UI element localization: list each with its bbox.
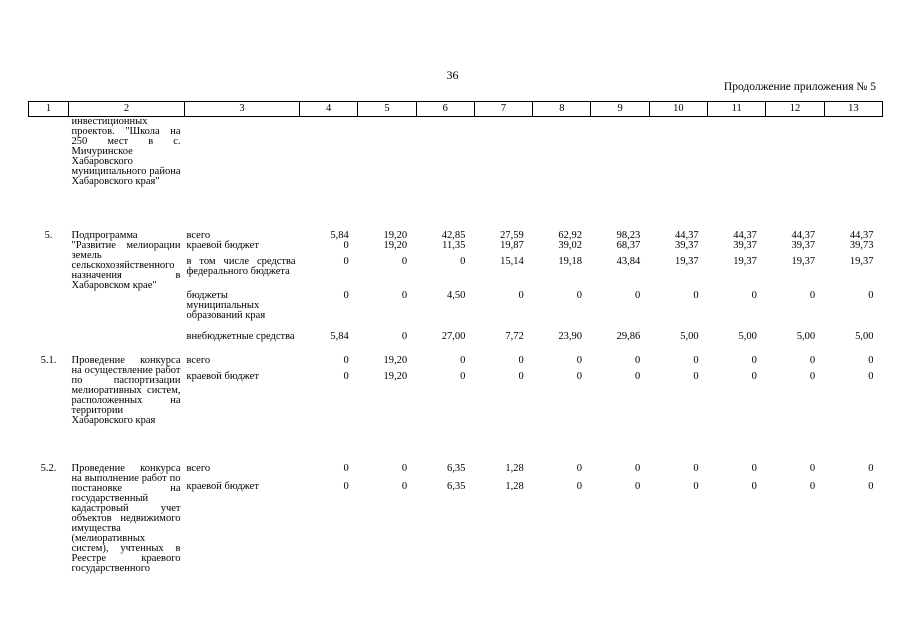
amount-cell: 0	[576, 462, 582, 474]
amount-cell: 5,00	[855, 330, 874, 342]
amount-cell: 39,73	[849, 239, 874, 251]
column-header: 7	[474, 102, 532, 117]
amount-cell: 0	[809, 289, 816, 301]
amount-cell: 19,37	[733, 255, 757, 267]
amount-cell: 4,50	[447, 289, 466, 301]
amount-cell: 0	[635, 354, 641, 366]
amount-cell: 0	[868, 354, 874, 366]
amount-cell: 0	[518, 354, 524, 366]
item-number: 5.2.	[40, 462, 57, 474]
amount-cell: 5,00	[738, 330, 757, 342]
amount-cell: 0	[809, 354, 816, 366]
table-row	[29, 217, 883, 241]
amount-cell: 0	[401, 289, 408, 301]
amount-cell: 1,28	[505, 480, 524, 492]
empty-cell	[185, 117, 883, 217]
funding-source: внебюджетные средства	[186, 330, 295, 342]
funding-source: всего	[186, 354, 211, 366]
continuation-label: Продолжение приложения № 5	[723, 81, 876, 93]
column-header: 9	[591, 102, 649, 117]
amount-cell: 44,37	[674, 229, 699, 241]
amount-cell: 0	[635, 370, 641, 382]
funding-source: краевой бюджет	[186, 239, 259, 251]
amount-cell: 0	[576, 480, 582, 492]
amount-cell: 6,35	[447, 480, 466, 492]
budget-table-body	[29, 117, 883, 592]
amount-cell: 0	[343, 239, 349, 251]
amount-cell: 29,86	[616, 330, 641, 342]
amount-cell: 0	[343, 462, 349, 474]
amount-cell: 0	[751, 289, 757, 301]
item-number: 5.	[44, 229, 53, 241]
amount-cell: 19,20	[383, 229, 408, 241]
amount-cell: 11,35	[442, 239, 466, 251]
amount-cell: 0	[343, 480, 349, 492]
amount-cell: 0	[693, 480, 699, 492]
amount-cell: 0	[751, 354, 757, 366]
column-number-row	[29, 102, 883, 117]
amount-cell: 0	[809, 370, 816, 382]
column-header: 12	[766, 102, 824, 117]
amount-cell: 39,37	[791, 239, 816, 251]
amount-cell: 0	[460, 370, 466, 382]
amount-cell: 0	[343, 370, 349, 382]
amount-cell: 5,00	[680, 330, 699, 342]
amount-cell: 27,00	[441, 330, 466, 342]
column-header: 10	[649, 102, 707, 117]
column-header: 6	[416, 102, 474, 117]
column-header: 2	[69, 102, 185, 117]
amount-cell: 5,84	[330, 229, 349, 241]
amount-cell: 6,35	[447, 462, 466, 474]
amount-cell: 0	[868, 370, 874, 382]
amount-cell: 19,37	[791, 255, 816, 267]
amount-cell: 19,37	[674, 255, 699, 267]
column-header: 3	[185, 102, 300, 117]
funding-source: краевой бюджет	[186, 370, 259, 382]
amount-cell: 19,20	[383, 354, 408, 366]
amount-cell: 5,84	[330, 330, 349, 342]
amount-cell: 0	[576, 354, 582, 366]
funding-source: в том числе средства федерального бюджета	[186, 255, 296, 277]
amount-cell: 0	[868, 480, 874, 492]
amount-cell: 0	[693, 354, 699, 366]
amount-cell: 44,37	[791, 229, 816, 241]
amount-cell: 39,02	[558, 239, 582, 251]
amount-cell: 0	[401, 255, 408, 267]
amount-cell: 68,37	[616, 239, 641, 251]
amount-cell: 98,23	[616, 229, 641, 241]
amount-cell: 19,87	[500, 239, 524, 251]
amount-cell: 39,37	[674, 239, 699, 251]
amount-cell: 0	[460, 354, 466, 366]
column-header: 8	[533, 102, 591, 117]
item-number: 5.1.	[40, 354, 57, 366]
funding-source: бюджеты муниципальных образований края	[186, 289, 266, 321]
amount-cell: 0	[751, 480, 757, 492]
amount-cell: 0	[401, 480, 408, 492]
funding-source: всего	[186, 462, 211, 474]
amount-cell: 0	[751, 462, 757, 474]
amount-cell: 19,20	[383, 370, 408, 382]
column-header: 13	[824, 102, 882, 117]
amount-cell: 0	[576, 289, 582, 301]
table-row	[29, 356, 883, 372]
amount-cell: 19,20	[383, 239, 408, 251]
column-header: 4	[300, 102, 358, 117]
amount-cell: 15,14	[500, 255, 524, 267]
column-header: 1	[29, 102, 69, 117]
amount-cell: 62,92	[558, 229, 582, 241]
amount-cell: 23,90	[558, 330, 582, 342]
amount-cell: 44,37	[733, 229, 757, 241]
amount-cell: 0	[576, 370, 582, 382]
column-header: 5	[358, 102, 416, 117]
amount-cell: 0	[693, 289, 699, 301]
amount-cell: 0	[460, 255, 466, 267]
amount-cell: 43,84	[616, 255, 641, 267]
amount-cell: 0	[693, 370, 699, 382]
amount-cell: 1,28	[505, 462, 524, 474]
amount-cell: 0	[635, 480, 641, 492]
amount-cell: 44,37	[849, 229, 874, 241]
amount-cell: 7,72	[505, 330, 524, 342]
amount-cell: 5,00	[796, 330, 816, 342]
amount-cell: 19,18	[558, 255, 582, 267]
item-number	[29, 117, 69, 217]
amount-cell: 0	[518, 289, 524, 301]
amount-cell: 0	[635, 462, 641, 474]
amount-cell: 0	[868, 462, 874, 474]
amount-cell: 0	[343, 354, 349, 366]
amount-cell: 0	[868, 289, 874, 301]
amount-cell: 42,85	[441, 229, 466, 241]
item-name: инвестиционных проектов. "Школа на 250 мест в с. Мичуринское Хабаровского муниципального района Хабаровского края"	[71, 116, 181, 187]
column-header: 11	[708, 102, 766, 117]
amount-cell: 39,37	[733, 239, 757, 251]
item-name: Проведение конкурса на выполнение работ по постановке на государственный кадастровый учет объектов недвижимого имущества (мелиоративных систем), учтенных в Реестре краевого государственного	[71, 462, 181, 574]
funding-source: краевой бюджет	[186, 480, 259, 492]
item-name: Проведение конкурса на осуществление работ по паспортизации мелиоративных систем, расположенных на территории Хабаровского края	[71, 354, 181, 426]
funding-source: всего	[186, 229, 211, 241]
amount-cell: 0	[343, 289, 349, 301]
budget-table	[28, 101, 883, 592]
item-name: Подпрограмма "Развитие мелиорации земель сельскохозяйственного назначения в Хабаровском крае"	[71, 229, 181, 291]
amount-cell: 0	[809, 480, 816, 492]
amount-cell: 0	[751, 370, 757, 382]
page-number: 36	[446, 68, 459, 82]
amount-cell: 0	[401, 330, 408, 342]
table-row	[29, 458, 883, 482]
amount-cell: 0	[401, 462, 408, 474]
amount-cell: 0	[809, 462, 816, 474]
amount-cell: 0	[343, 255, 349, 267]
amount-cell: 0	[693, 462, 699, 474]
amount-cell: 0	[518, 370, 524, 382]
table-row	[29, 117, 883, 217]
amount-cell: 0	[635, 289, 641, 301]
amount-cell: 27,59	[500, 229, 524, 241]
amount-cell: 19,37	[849, 255, 874, 267]
